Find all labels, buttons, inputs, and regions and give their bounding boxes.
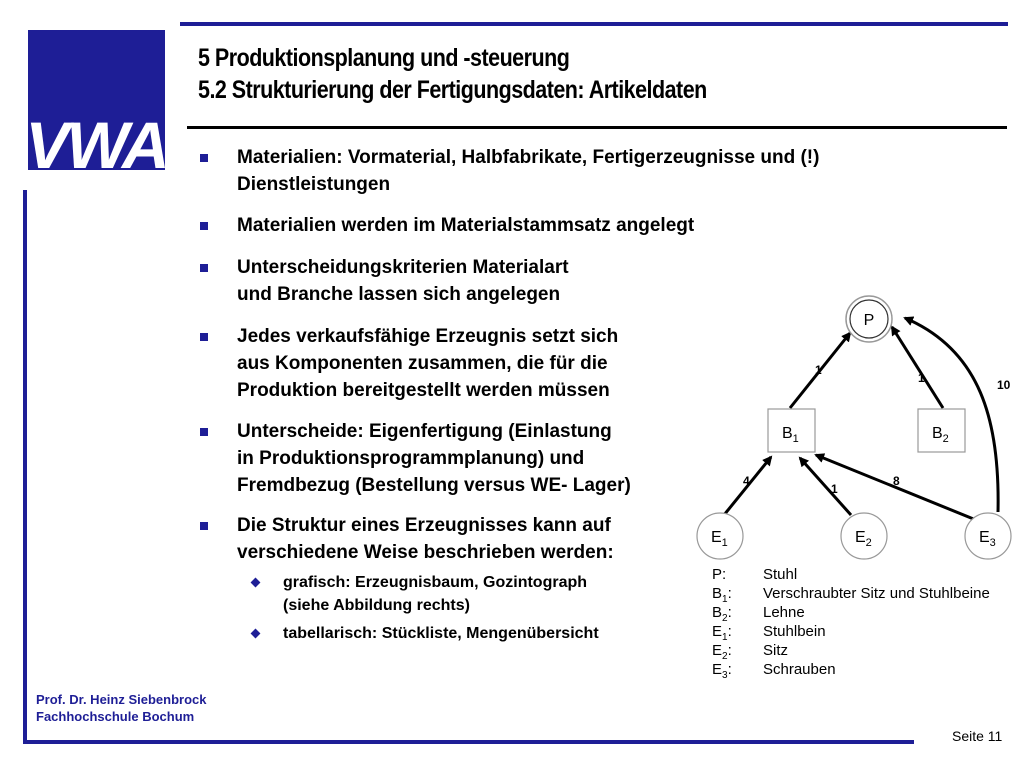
weight-e3-b1: 8 — [893, 474, 900, 488]
left-divider — [23, 190, 27, 744]
node-b1-label: $B_1$ — [782, 425, 799, 445]
legend-value: Lehne — [763, 604, 805, 621]
legend-key: $B_2$: — [712, 604, 732, 624]
bullet-text: Unterscheide: Eigenfertigung (Einlastung — [237, 421, 612, 442]
bullet-text: Materialien werden im Materialstammsatz angelegt — [237, 215, 695, 236]
bottom-divider — [24, 740, 914, 744]
node-p-label: P — [863, 312, 875, 329]
legend-key: $B_1$: — [712, 585, 732, 605]
bullet-marker — [200, 264, 208, 272]
legend-value: Sitz — [763, 642, 789, 659]
sub-bullet-text: grafisch: Erzeugnisbaum, Gozintograph — [283, 574, 588, 591]
bullet-text: in Produktionsprogrammplanung) und — [237, 448, 585, 469]
bullet-text: Dienstleistungen — [237, 174, 391, 195]
bullet-text: Die Struktur eines Erzeugnisses kann auf — [237, 515, 611, 536]
edge-b2-p — [892, 327, 943, 408]
sub-bullet-text: (siehe Abbildung rechts) — [283, 597, 470, 614]
page-number: Seite 11 — [952, 728, 1003, 744]
legend-value: Verschraubter Sitz und Stuhlbeine — [763, 585, 990, 602]
weight-e1-b1: 4 — [743, 474, 750, 488]
bullet-text: und Branche lassen sich angelegen — [237, 284, 561, 305]
page-subtitle: 5.2 Strukturierung der Fertigungsdaten: Artikeldaten — [198, 76, 707, 104]
node-e3-label: $E_3$ — [979, 529, 996, 549]
bullet-text: verschiedene Weise beschrieben werden: — [237, 542, 614, 563]
legend-value: Stuhl — [763, 566, 798, 583]
page-title: 5 Produktionsplanung und -steuerung — [198, 44, 570, 72]
node-e2-label: $E_2$ — [855, 529, 872, 549]
legend-key: P: — [712, 566, 727, 583]
sub-bullet-text: tabellarisch: Stückliste, Mengenübersicht — [283, 625, 599, 642]
bullet-marker — [200, 333, 208, 341]
bullet-marker — [200, 154, 208, 162]
legend-value: Stuhlbein — [763, 623, 826, 640]
weight-e3-p: 10 — [997, 378, 1011, 392]
bullet-text: aus Komponenten zusammen, die für die — [237, 353, 608, 374]
sub-bullet-marker — [251, 629, 261, 639]
title-divider — [187, 126, 1007, 129]
legend-key: $E_1$: — [712, 623, 732, 643]
node-e1-label: $E_1$ — [711, 529, 728, 549]
logo-text: VWA — [28, 108, 165, 170]
weight-e2-b1: 1 — [831, 482, 838, 496]
legend-key: $E_2$: — [712, 642, 732, 662]
node-b2-label: $B_2$ — [932, 425, 949, 445]
sub-bullet-marker — [251, 578, 261, 588]
legend-value: Schrauben — [763, 661, 836, 678]
top-divider — [180, 22, 1008, 26]
bullet-text: Jedes verkaufsfähige Erzeugnis setzt sich — [237, 326, 619, 347]
legend-key: $E_3$: — [712, 661, 732, 681]
bullet-marker — [200, 522, 208, 530]
footer-author: Prof. Dr. Heinz Siebenbrock — [36, 692, 207, 707]
logo — [28, 30, 165, 170]
weight-b1-p: 1 — [815, 363, 822, 377]
bullet-marker — [200, 222, 208, 230]
bullet-marker — [200, 428, 208, 436]
bullet-text: Fremdbezug (Bestellung versus WE- Lager) — [237, 475, 631, 496]
vwa-logo-mark — [28, 30, 165, 170]
bullet-text: Unterscheidungskriterien Materialart — [237, 257, 569, 278]
footer-institution: Fachhochschule Bochum — [36, 709, 195, 724]
bullet-text: Materialien: Vormaterial, Halbfabrikate, Fertigerzeugnisse und (!) — [237, 147, 820, 168]
bullet-text: Produktion bereitgestellt werden müssen — [237, 380, 610, 401]
weight-b2-p: 1 — [918, 371, 925, 385]
